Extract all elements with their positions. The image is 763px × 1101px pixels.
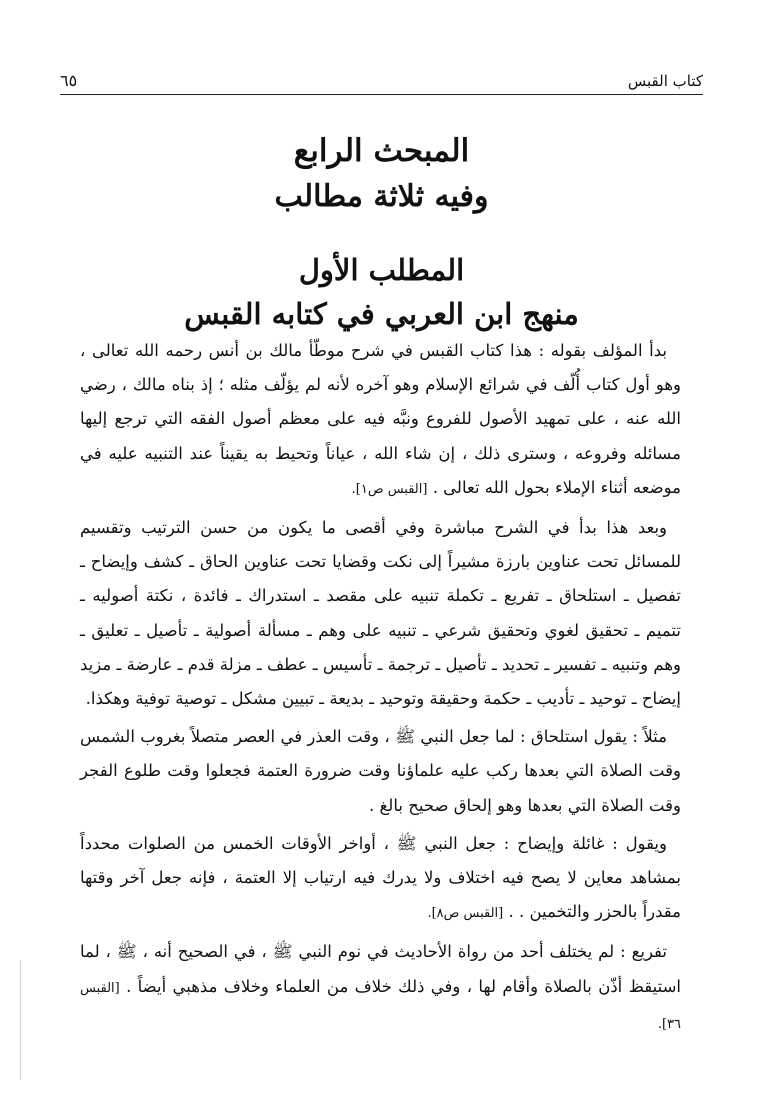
scan-margin-line [20, 960, 21, 1080]
chapter-heading [60, 128, 703, 220]
paragraph [80, 935, 681, 1042]
paragraph [80, 511, 681, 716]
paragraph [80, 720, 681, 823]
paragraph-text: وبعد هذا بدأ في الشرح مباشرة وفي أقصى ما يكون من حسن الترتيب وتقسيم للمسائل تحت عناوين بارزة مشيراً إلى نكت وقضايا تحت عناوين الحاق ـ كشف وإيضاح ـ تفصيل ـ استلحاق ـ تفريع ـ تكملة تنبيه على مقصد ـ استدراك ـ فائدة ، نكتة أصوليه ـ تتميم ـ تحقيق لغوي وتحقيق شرعي ـ تنبيه على وهم ـ مسألة أصولية ـ تأصيل ـ تعليق ـ وهم وتنبيه ـ تفسير ـ تحديد ـ تأصيل ـ ترجمة ـ تأسيس ـ عطف ـ مزلة قدم ـ عارضة ـ مزيد إيضاح ـ توحيد ـ تأديب ـ حكمة وحقيقة وتوحيد ـ بديعة ـ تبيين مشكل ـ توصية توفية وهكذا. [80, 518, 681, 709]
paragraph-text: بدأ المؤلف بقوله : هذا كتاب القبس في شرح موطّأ مالك بن أنس رحمه الله تعالى ، وهو أول كتاب أُلّف في شرائع الإسلام وهو آخره لأنه لم يؤلّف مثله ؛ إذ بناه مالك ، رضي الله عنه ، على تمهيد الأصول للفروع ونبَّه فيه على معظم أصول الفقه التي ترجع إليها مسائله وفروعه ، وسترى ذلك ، إن شاء الله ، عياناً وتحيط به يقيناً عند التنبيه عليه في موضعه أثناء الإملاء بحول الله تعالى . [80, 341, 682, 497]
body-text [80, 334, 681, 1046]
book-title: كتاب القبس [627, 72, 703, 90]
citation: [القبس ٣٦]. [80, 980, 681, 1032]
page-number: ٦٥ [60, 71, 78, 90]
section-title: المطلب الأول [298, 253, 465, 287]
section-subtitle: منهج ابن العربي في كتابه القبس [184, 297, 579, 331]
section-heading [60, 248, 703, 336]
citation: [القبس ص٨]. [427, 906, 504, 922]
running-header [60, 62, 703, 95]
citation: [القبس ص١]. [351, 481, 428, 497]
paragraph [80, 827, 681, 932]
paragraph-text: مثلاً : يقول استلحاق : لما جعل النبي ﷺ ، وقت العذر في العصر متصلاً بغروب الشمس وقت الصلاة التي بعدها ركب عليه علماؤنا وقت ضرورة العتمة فجعلوا وقت طلوع الفجر وقت الصلاة التي بعدها وهو إلحاق صحيح بالغ . [80, 727, 681, 815]
chapter-title: المبحث الرابع [293, 133, 470, 169]
chapter-subtitle: وفيه ثلاثة مطالب [274, 179, 489, 214]
paragraph-text: تفريع : لم يختلف أحد من رواة الأحاديث في نوم النبي ﷺ ، في الصحيح أنه ، ﷺ ، لما استيقظ أذّن بالصلاة وأقام لها ، وفي ذلك خلاف من العلماء وخلاف مذهبي أيضاً . [80, 942, 681, 996]
paragraph [80, 334, 681, 507]
paragraph-text: ويقول : غائلة وإيضاح : جعل النبي ﷺ ، أواخر الأوقات الخمس من الصلوات محدداً بمشاهد معاين لا يصح فيه اختلاف ولا يدرك فيه ارتياب إلا العتمة ، فإنه جعل آخر وقتها مقدراً بالحزر والتخمين . . [80, 833, 681, 922]
